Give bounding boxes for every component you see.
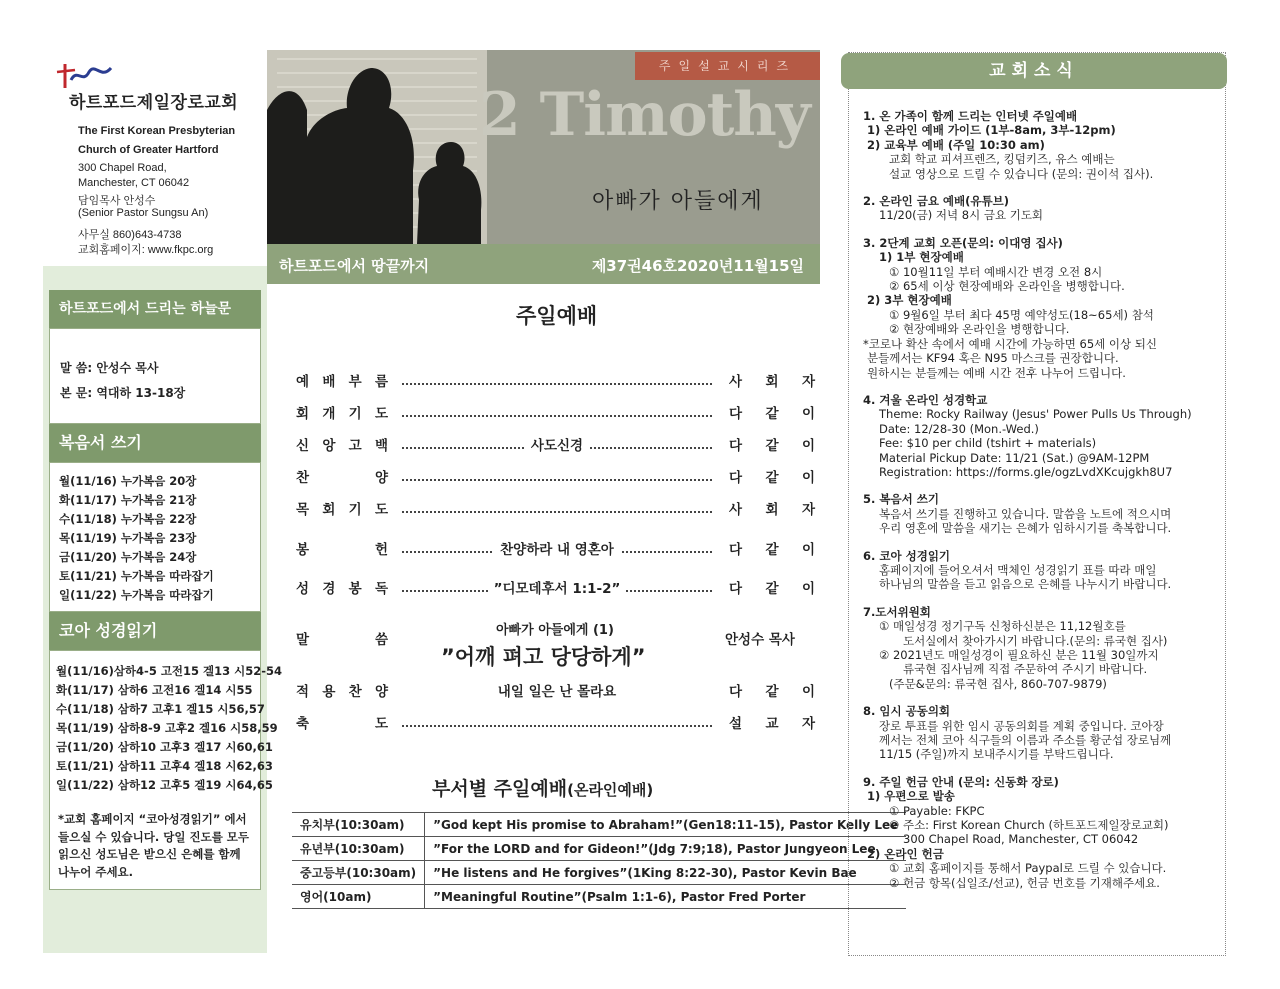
glyph: 찬 [296,470,310,486]
news-line: 께서는 전체 코아 식구들의 이름과 주소를 황군섭 장로님께 [879,733,1172,748]
pastor-korean: 담임목사 안성수 [78,195,156,207]
glyph: 개 [322,406,336,422]
worship-order-leader [729,712,815,732]
news-line: 도서실에서 찾아가시기 바랍니다.(문의: 류국현 집사) [903,633,1168,648]
table-row [292,813,906,837]
sky-letter-heading: 하트포드에서 드리는 하늘문 [49,290,261,328]
worship-order-label [296,577,388,597]
news-line: 홈페이지에 들어오셔서 맥체인 성경읽기 표를 따라 매일 [879,562,1157,577]
department-worship-title [432,774,653,801]
news-section [863,393,1225,479]
news-line: 11/15 (주일)까지 보내주시기를 부탁드립니다. [879,747,1114,762]
news-line: Material Pickup Date: 11/21 (Sat.) @9AM-12PM [879,450,1150,465]
news-section [863,109,1225,181]
bible-reading-heading: 코아 성경읽기 [49,612,261,650]
gospel-writing-heading: 복음서 쓰기 [49,424,261,462]
worship-order-leader [729,434,815,454]
news-line: 7.도서위원회 [863,604,931,619]
news-line: 300 Chapel Road, Manchester, CT 06042 [903,832,1139,847]
news-line: 1) 온라인 예배 가이드 (1부-8am, 3부-12pm) [867,123,1116,138]
news-line: ② 주소: First Korean Church (하트포드제일장로교회) [889,818,1169,833]
bible-reading-item: 금(11/20) 삼하10 고후3 겔17 시60,61 [56,740,273,754]
worship-order-leader [729,466,815,486]
sermon-cell: ”God kept His promise to Abraham!”(Gen18:11-15), Pastor Kelly Lee [425,813,907,837]
church-news-body [863,109,1225,903]
gospel-item: 수(11/18) 누가복음 22장 [59,512,197,526]
news-line: Fee: $10 per child (tshirt + materials) [879,436,1097,451]
address-line2: Manchester, CT 06042 [78,177,190,189]
glyph: 고 [348,438,362,454]
glyph: 다 [729,581,743,597]
worship-order-leader [729,370,815,390]
glyph: 봉 [348,581,362,597]
glyph: 축 [296,716,310,732]
news-line: 9. 주일 헌금 안내 (문의: 신동화 장로) [863,774,1059,789]
news-line: ② 2021년도 매일성경이 필요하신 분은 11월 30일까지 [879,648,1159,662]
worship-order-label [296,434,388,454]
glyph: 다 [729,406,743,422]
dotted-leader [402,383,712,385]
sky-letter-passage: 본 문: 역대하 13-18장 [60,386,186,400]
church-website[interactable]: 교회홈페이지: www.fkpc.org [78,244,214,256]
dotted-leader [402,415,712,417]
glyph: 다 [729,542,743,558]
sermon-series-label: 아빠가 아들에게 (1) [496,623,614,638]
worship-order-label [296,498,388,518]
news-line: ② 헌금 항목(십일조/선교), 헌금 번호를 기재해주세요. [889,875,1160,890]
news-line: Registration: https://forms.gle/ogzLvdXKcujgkh8U7 [879,464,1173,479]
dotted-leader [402,725,712,727]
series-tag: 주일설교시리즈 [635,52,820,80]
gospel-item: 목(11/19) 누가복음 23장 [59,531,197,545]
glyph: 헌 [374,542,388,558]
news-line: 분들께서는 KF94 혹은 N95 마스크를 권장합니다. [867,351,1119,366]
pastor-english: (Senior Pastor Sungsu An) [78,207,209,219]
glyph: 같 [765,438,779,454]
worship-order-label [296,628,388,648]
news-line: 복음서 쓰기를 진행하고 있습니다. 말씀을 노트에 적으시며 [879,506,1172,521]
glyph: 같 [765,406,779,422]
table-row [292,861,906,885]
department-cell: 중고등부(10:30am) [292,861,425,885]
gospel-item: 토(11/21) 누가복음 따라잡기 [59,569,214,583]
sky-letter-speaker: 말 씀: 안성수 목사 [60,361,159,375]
news-line: 1) 우편으로 발송 [867,789,955,804]
sky-letter-panel [49,328,261,424]
news-line: 2) 교육부 예배 (주일 10:30 am) [867,137,1045,152]
news-line: 2) 3부 현장예배 [867,293,952,308]
church-name-english-line1: The First Korean Presbyterian [78,125,236,137]
worship-order-row [296,434,816,458]
news-line: 교회 학교 피셔프렌즈, 킹덤키즈, 유스 예배는 [889,152,1115,167]
worship-order-label [296,370,388,390]
glyph: 같 [765,542,779,558]
department-worship-table [292,812,906,909]
glyph: 양 [374,684,388,700]
glyph: 목 [296,502,310,518]
news-line: ① 10월11일 부터 예배시간 변경 오전 8시 [889,264,1103,279]
worship-order-leader [729,402,815,422]
worship-order-row [296,712,816,736]
series-subtitle: 아빠가 아들에게 [592,189,764,214]
news-section [863,775,1225,890]
glyph: 회 [765,502,779,518]
glyph: 경 [322,581,336,597]
worship-order-row [296,680,816,704]
news-line: 1) 1부 현장예배 [879,250,964,265]
news-line: Date: 12/28-30 (Mon.-Wed.) [879,421,1039,436]
glyph: 같 [765,684,779,700]
glyph: 성 [296,581,310,597]
department-cell: 유치부(10:30am) [292,813,425,837]
church-news-panel [848,52,1226,956]
glyph: 독 [374,581,388,597]
worship-order-detail: 찬양하라 내 영혼아 [494,542,620,558]
news-section [863,704,1225,762]
department-cell: 유년부(10:30am) [292,837,425,861]
worship-order-detail-wrap [402,538,712,558]
glyph: 이 [801,542,815,558]
gospel-item: 월(11/16) 누가복음 20장 [59,474,197,488]
glyph: 같 [765,581,779,597]
news-line: 3. 2단계 교회 오픈(문의: 이대영 집사) [863,235,1063,250]
glyph: 이 [801,581,815,597]
news-line: Theme: Rocky Railway (Jesus' Power Pulls Us Through) [879,407,1192,422]
department-title-main: 부서별 주일예배 [432,778,568,800]
glyph: 자 [801,374,815,390]
bible-reading-item: 토(11/21) 삼하11 고후4 겔18 시62,63 [56,759,273,773]
bible-reading-item: 월(11/16)삼하4-5 고전15 겔13 시52-54 [56,664,283,678]
table-row [292,885,906,909]
glyph: 도 [374,502,388,518]
gospel-item: 금(11/20) 누가복음 24장 [59,550,197,564]
worship-order-label [296,466,388,486]
glyph: 자 [801,502,815,518]
glyph: 용 [322,684,336,700]
news-line: ① 9월6일 부터 최다 45명 예약성도(18~65세) 참석 [889,307,1154,322]
issue-strip [267,244,820,284]
news-line: ① Payable: FKPC [889,803,985,818]
glyph: 회 [296,406,310,422]
news-line: ② 65세 이상 현장예배와 온라인을 병행합니다. [889,279,1125,294]
worship-order-detail-wrap [402,680,712,700]
news-line: 2) 온라인 헌금 [867,846,944,861]
bible-reading-item: 일(11/22) 삼하12 고후5 겔19 시64,65 [56,778,273,792]
glyph: 도 [374,406,388,422]
worship-order-leader [729,680,815,700]
worship-order-row [296,466,816,490]
news-line: 2. 온라인 금요 예배(유튜브) [863,194,1009,209]
news-line: 원하시는 분들께는 예배 시간 전후 나누어 드립니다. [867,365,1126,380]
glyph: 이 [801,406,815,422]
bible-reading-item: 목(11/19) 삼하8-9 고후2 겔16 시58,59 [56,721,278,735]
worship-order-leader [729,538,815,558]
worship-order-detail: 내일 일은 난 몰라요 [492,684,622,700]
worship-order-row [296,538,816,562]
glyph: 름 [374,374,388,390]
glyph: 기 [348,406,362,422]
worship-title: 주일예배 [516,304,598,328]
dotted-leader [402,511,712,513]
worship-order-row [296,402,816,426]
news-section [863,194,1225,223]
glyph: 회 [765,374,779,390]
glyph: 이 [801,438,815,454]
news-line: 8. 임시 공동의회 [863,704,951,719]
glyph: 이 [801,470,815,486]
glyph: 앙 [322,438,336,454]
glyph: 설 [729,716,743,732]
bible-reading-item: 화(11/17) 삼하6 고전16 겔14 시55 [56,683,253,697]
glyph: 사 [729,502,743,518]
worship-order-detail-wrap [402,434,712,454]
glyph: 백 [374,438,388,454]
worship-order-detail: 사도신경 [525,438,589,454]
glyph: 같 [765,470,779,486]
news-line: 우리 영혼에 말씀을 새기는 은혜가 임하시기를 축복합니다. [879,521,1172,536]
glyph: 찬 [348,684,362,700]
worship-order-detail: ”디모데후서 1:1-2” [488,581,627,597]
address-line1: 300 Chapel Road, [78,162,167,174]
bible-reading-note: *교회 홈페이지 “코아성경읽기” 에서 들으실 수 있습니다. 당일 진도를 모두 읽으신 성도님은 받으신 은혜를 함께 나누어 주세요. [58,812,250,879]
department-cell: 영어(10am) [292,885,425,909]
news-line: ② 현장예배와 온라인을 병행합니다. [889,322,1070,337]
news-line: 5. 복음서 쓰기 [863,492,939,507]
bible-reading-item: 수(11/18) 삼하7 고후1 겔15 시56,57 [56,702,265,716]
glyph: 적 [296,684,310,700]
glyph: 배 [322,374,336,390]
church-info-block [43,50,267,266]
silhouette-image [267,50,487,244]
worship-order-row [296,498,816,522]
news-section [863,492,1225,535]
glyph: 예 [296,374,310,390]
table-row [292,837,906,861]
sermon-cell: ”Meaningful Routine”(Psalm 1:1-6), Pastor Fred Porter [425,885,907,909]
worship-order-leader [729,498,815,518]
glyph: 자 [801,716,815,732]
worship-order-label [296,538,388,558]
news-line: (주문&문의: 류국현 집사, 860-707-9879) [889,676,1107,691]
worship-order-label [296,680,388,700]
glyph: 다 [729,438,743,454]
news-line: 하나님의 말씀을 듣고 읽음으로 은혜를 나누시기 바랍니다. [879,577,1172,592]
office-phone: 사무실 860)643-4738 [78,229,182,241]
worship-order-leader [729,577,815,597]
news-line: 11/20(금) 저녁 8시 금요 기도회 [879,208,1044,223]
worship-order-row [296,370,816,394]
glyph: 씀 [374,632,388,648]
glyph: 교 [765,716,779,732]
news-line: 6. 코아 성경읽기 [863,548,951,563]
church-name-english-line2: Church of Greater Hartford [78,144,219,156]
sermon-cell: ”He listens and He forgives”(1King 8:22-30), Pastor Kevin Bae [425,861,907,885]
glyph: 양 [374,470,388,486]
worship-order-row [296,577,816,601]
bible-reading-panel [49,650,283,890]
worship-order-detail-wrap [402,577,712,597]
dotted-leader [402,479,712,481]
glyph: 말 [296,632,310,648]
church-motto: 하트포드에서 땅끝까지 [279,257,430,275]
glyph: 사 [729,374,743,390]
gospel-writing-panel [49,462,261,612]
gospel-item: 일(11/22) 누가복음 따라잡기 [59,588,214,602]
church-news-heading: 교회소식 [841,53,1227,89]
news-line: ① 매일성경 정기구독 신청하신분은 11,12월호를 [879,619,1126,634]
glyph: 기 [348,502,362,518]
news-line: *코로나 확산 속에서 예배 시간에 가능하면 65세 이상 되신 [863,336,1158,351]
news-line: 1. 온 가족이 함께 드리는 인터넷 주일예배 [863,109,1078,123]
news-section [863,549,1225,592]
glyph: 봉 [296,542,310,558]
news-line: 장로 투표를 위한 임시 공동의회를 계획 중입니다. 코아장 [879,718,1164,733]
glyph: 다 [729,470,743,486]
worship-order-label [296,402,388,422]
gospel-item: 화(11/17) 누가복음 21장 [59,493,197,507]
series-title: 2 Timothy [479,80,810,150]
glyph: 이 [801,684,815,700]
worship-order-leader: 안성수 목사 [725,632,795,648]
glyph: 부 [348,374,362,390]
church-name-korean: 하트포드제일장로교회 [69,93,239,113]
issue-date: 제37권46호2020년11월15일 [591,257,804,275]
news-line: ① 교회 홈페이지를 통해서 Paypal로 드릴 수 있습니다. [889,861,1167,876]
sermon-title: ”어깨 펴고 당당하게” [441,645,646,669]
glyph: 다 [729,684,743,700]
news-section [863,605,1225,691]
news-line: 류국현 집사님께 직접 주문하여 주시기 바랍니다. [903,662,1148,677]
glyph: 도 [374,716,388,732]
glyph: 회 [322,502,336,518]
news-line: 4. 겨울 온라인 성경학교 [863,392,988,407]
sermon-series-banner [267,50,820,244]
glyph: 신 [296,438,310,454]
department-title-sub: (온라인예배) [567,781,654,799]
news-section [863,236,1225,380]
news-line: 설교 영상으로 드릴 수 있습니다 (문의: 권이석 집사). [889,166,1154,181]
sermon-cell: ”For the LORD and for Gideon!”(Jdg 7:9;18), Pastor Jungyeon Lee [425,837,907,861]
left-sidebar [43,50,283,953]
worship-order-label [296,712,388,732]
